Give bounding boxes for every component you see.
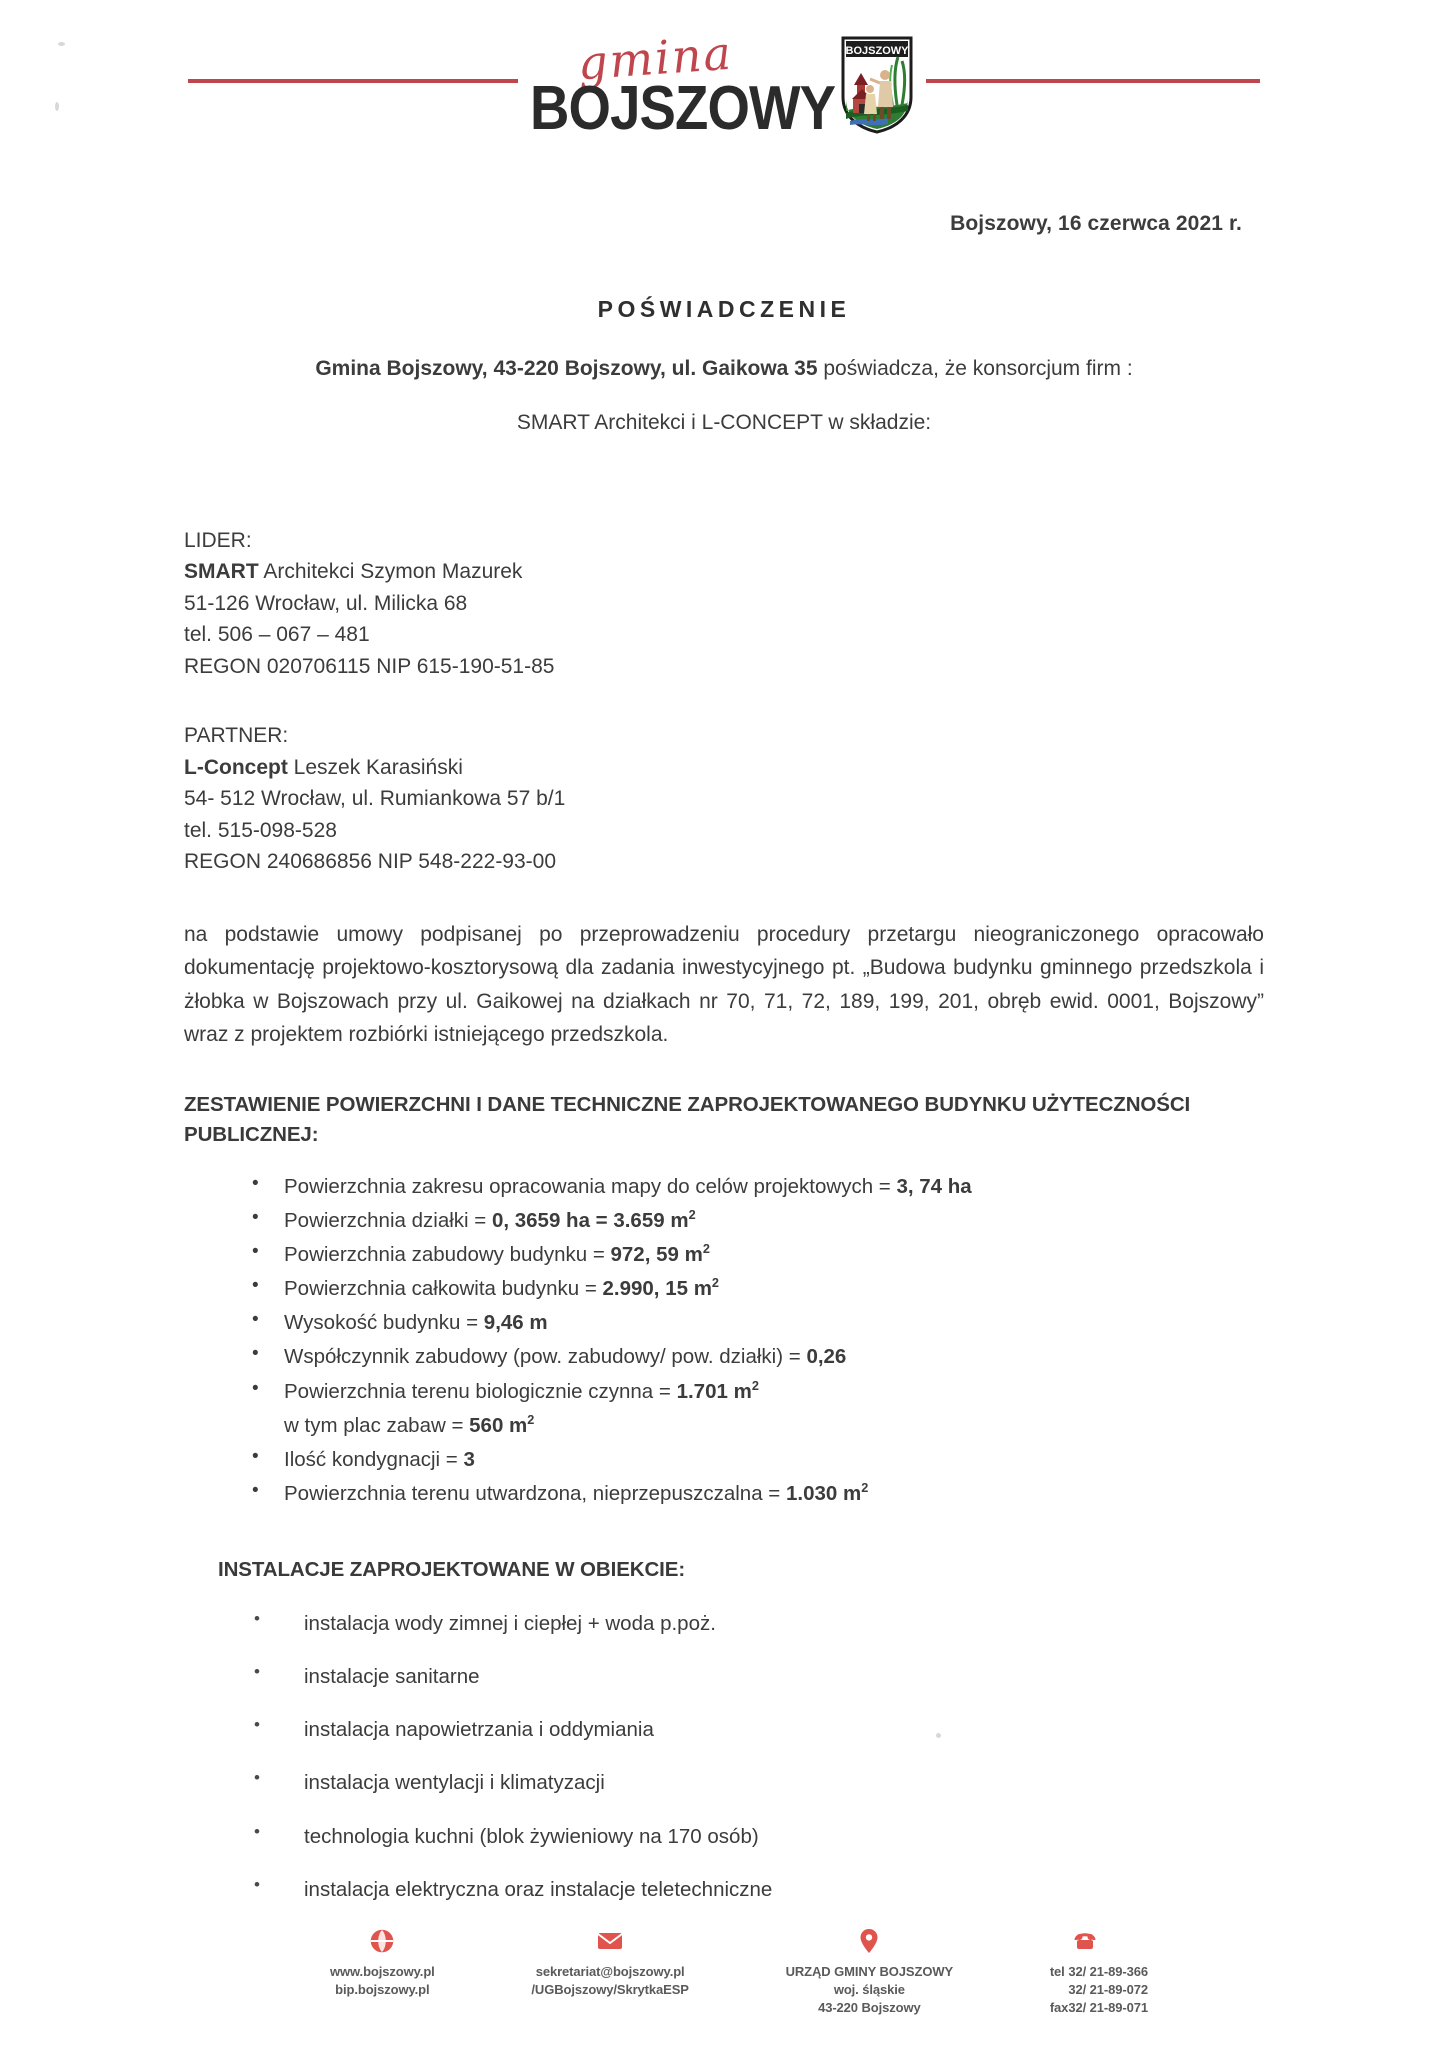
specs-list	[184, 1172, 1264, 1508]
footer-mail-line-2[interactable]: /UGBojszowy/SkrytkaESP	[531, 1981, 689, 1997]
spec-item	[248, 1445, 1264, 1474]
lider-ids: REGON 020706115 NIP 615-190-51-85	[184, 654, 555, 678]
bojszowy-coat-of-arms-icon	[840, 35, 914, 135]
page-title: POŚWIADCZENIE	[597, 295, 851, 322]
install-item: • instalacja wody zimnej i ciepłej + woda p.poż.	[248, 1609, 1264, 1638]
install-item: • technologia kuchni (blok żywieniowy na 170 osób)	[248, 1822, 1264, 1851]
document-page	[0, 6, 1448, 2054]
footer-mail	[531, 1928, 688, 1999]
wordmark-script-gmina: gmina	[576, 25, 735, 91]
spec-label: Powierzchnia zakresu opracowania mapy do celów projektowych =	[284, 1174, 897, 1198]
spec-item	[248, 1308, 1264, 1337]
party-lider	[184, 525, 1264, 683]
brand-block	[524, 21, 920, 141]
subject-authority: Gmina Bojszowy, 43-220 Bojszowy, ul. Gaikowa 35	[315, 356, 818, 380]
lider-name-rest: Architekci Szymon Mazurek	[258, 560, 523, 584]
phone-icon	[1072, 1928, 1098, 1954]
globe-icon	[369, 1928, 395, 1954]
lider-phone: tel. 506 – 067 – 481	[184, 623, 370, 647]
install-item: • instalacja napowietrzania i oddymiania	[248, 1715, 1264, 1744]
envelope-icon	[597, 1928, 623, 1954]
spec-label: Powierzchnia całkowita budynku =	[284, 1277, 603, 1301]
partner-ids: REGON 240686856 NIP 548-222-93-00	[184, 850, 557, 874]
spec-label: Powierzchnia zabudowy budynku =	[284, 1243, 611, 1267]
spec-value: 560 m	[469, 1413, 528, 1437]
partner-name	[184, 752, 1264, 784]
spec-item	[248, 1172, 1264, 1201]
footer-address-line-2: woj. śląskie	[833, 1981, 905, 1997]
wordmark-bojszowy: BOJSZOWY	[530, 74, 836, 143]
spec-value: 1.701 m	[676, 1379, 752, 1403]
footer-phone-number[interactable]: 32/ 21-89-366	[1068, 1964, 1148, 1979]
footer-address-line-3: 43-220 Bojszowy	[818, 1999, 921, 2015]
partner-heading: PARTNER:	[184, 724, 289, 748]
footer-phone-row	[1050, 1981, 1148, 1999]
date-line: Bojszowy, 16 czerwca 2021 r.	[950, 212, 1242, 235]
scan-speck	[936, 1733, 941, 1738]
partner-name-rest: Leszek Karasiński	[287, 755, 463, 779]
partner-address: 54- 512 Wrocław, ul. Rumiankowa 57 b/1	[184, 787, 566, 811]
spec-label: Współczynnik zabudowy (pow. zabudowy/ pow. działki) =	[284, 1345, 807, 1369]
lider-address: 51-126 Wrocław, ul. Milicka 68	[184, 591, 468, 615]
spec-item	[248, 1411, 1264, 1440]
footer-phone-number[interactable]: 32/ 21-89-071	[1068, 1999, 1148, 2015]
partner-phone: tel. 515-098-528	[184, 818, 337, 842]
lider-name	[184, 556, 1264, 588]
footer-web-line-2[interactable]: bip.bojszowy.pl	[335, 1981, 430, 1997]
decorative-rule-left	[188, 79, 518, 83]
scan-speck	[58, 42, 65, 46]
footer-address-line-1: URZĄD GMINY BOJSZOWY	[785, 1964, 954, 1979]
spec-superscript: 2	[527, 1411, 535, 1427]
scan-speck	[55, 102, 59, 111]
install-item: • instalacja elektryczna oraz instalacje teletechniczne	[248, 1875, 1264, 1904]
installs-list	[184, 1609, 1264, 1904]
footer-phone-row	[1050, 1963, 1148, 1981]
svg-text:BOJSZOWY: BOJSZOWY	[845, 45, 909, 57]
spec-label: Ilość kondygnacji =	[284, 1447, 464, 1471]
footer-web	[330, 1928, 435, 1999]
spec-superscript: 2	[711, 1275, 719, 1291]
lider-name-bold: SMART	[184, 560, 259, 584]
partner-name-bold: L-Concept	[184, 755, 288, 779]
footer-phone-number[interactable]: 32/ 21-89-072	[1068, 1981, 1148, 1997]
party-partner	[184, 720, 1264, 878]
footer-web-line-1[interactable]: www.bojszowy.pl	[330, 1964, 435, 1979]
spec-value: 3	[463, 1447, 475, 1471]
spec-value: 1.030 m	[785, 1481, 862, 1505]
spec-superscript: 2	[688, 1207, 696, 1223]
spec-label: Powierzchnia terenu biologicznie czynna =	[284, 1379, 677, 1403]
spec-label: Powierzchnia działki =	[284, 1209, 492, 1232]
spec-item	[248, 1274, 1264, 1303]
footer-phone-row	[1050, 1999, 1148, 2017]
gmina-bojszowy-wordmark	[530, 21, 836, 143]
spec-label: Wysokość budynku =	[284, 1311, 484, 1335]
footer-phone-rows	[1050, 1963, 1148, 2017]
installs-heading: INSTALACJE ZAPROJEKTOWANE W OBIEKCIE:	[218, 1557, 686, 1581]
footer-mail-line-1[interactable]: sekretariat@bojszowy.pl	[535, 1964, 685, 1979]
footer-address	[786, 1928, 954, 2017]
install-item: • instalacja wentylacji i klimatyzacji	[248, 1768, 1264, 1797]
spec-item	[248, 1479, 1264, 1508]
spec-label: w tym plac zabaw =	[284, 1413, 470, 1437]
map-pin-icon	[856, 1928, 882, 1954]
lider-heading: LIDER:	[184, 528, 252, 552]
spec-value: 2.990, 15 m	[602, 1277, 712, 1301]
spec-value: 0, 3659 ha = 3.659 m	[491, 1209, 689, 1232]
decorative-rule-right	[926, 79, 1260, 83]
spec-value: 9,46 m	[483, 1311, 548, 1335]
spec-superscript: 2	[861, 1480, 869, 1496]
spec-superscript: 2	[702, 1241, 710, 1257]
spec-item	[248, 1377, 1264, 1406]
letterhead	[0, 6, 1448, 156]
subject-line	[184, 353, 1264, 385]
spec-label: Powierzchnia terenu utwardzona, nieprzepuszczalna =	[284, 1481, 786, 1505]
spec-value: 972, 59 m	[610, 1243, 703, 1267]
footer-phone	[1050, 1928, 1148, 2017]
specs-heading: ZESTAWIENIE POWIERZCHNI I DANE TECHNICZNE ZAPROJEKTOWANEGO BUDYNKU UŻYTECZNOŚCI PUBLICZNEJ:	[184, 1093, 1191, 1146]
spec-item	[248, 1240, 1264, 1269]
spec-superscript: 2	[751, 1377, 759, 1393]
footer-phone-label: fax	[1049, 1999, 1069, 2015]
spec-item	[248, 1342, 1264, 1371]
spec-item	[248, 1206, 1264, 1235]
consortium-line: SMART Architekci i L-CONCEPT w składzie:	[516, 410, 932, 434]
page-footer	[0, 1928, 1448, 2054]
install-item: • instalacje sanitarne	[248, 1662, 1264, 1691]
footer-phone-label: tel	[1049, 1964, 1065, 1979]
spec-value: 3, 74 ha	[896, 1174, 972, 1198]
spec-value: 0,26	[806, 1345, 847, 1369]
main-paragraph: na podstawie umowy podpisanej po przeprowadzeniu procedury przetargu nieograniczonego opracowało dokumentację projektowo-kosztorysową dla zadania inwestycyjnego pt. „Budowa budynku gminnego przedszkola i żłobka w Bojszowach przy ul. Gaikowej na działkach nr 70, 71, 72, 189, 199, 201, obręb ewid. 0001, Bojszowy” wraz z projektem rozbiórki istniejącego przedszkola.	[184, 922, 1264, 1047]
document-content	[0, 208, 1448, 1904]
subject-rest: poświadcza, że konsorcjum firm :	[817, 356, 1133, 380]
